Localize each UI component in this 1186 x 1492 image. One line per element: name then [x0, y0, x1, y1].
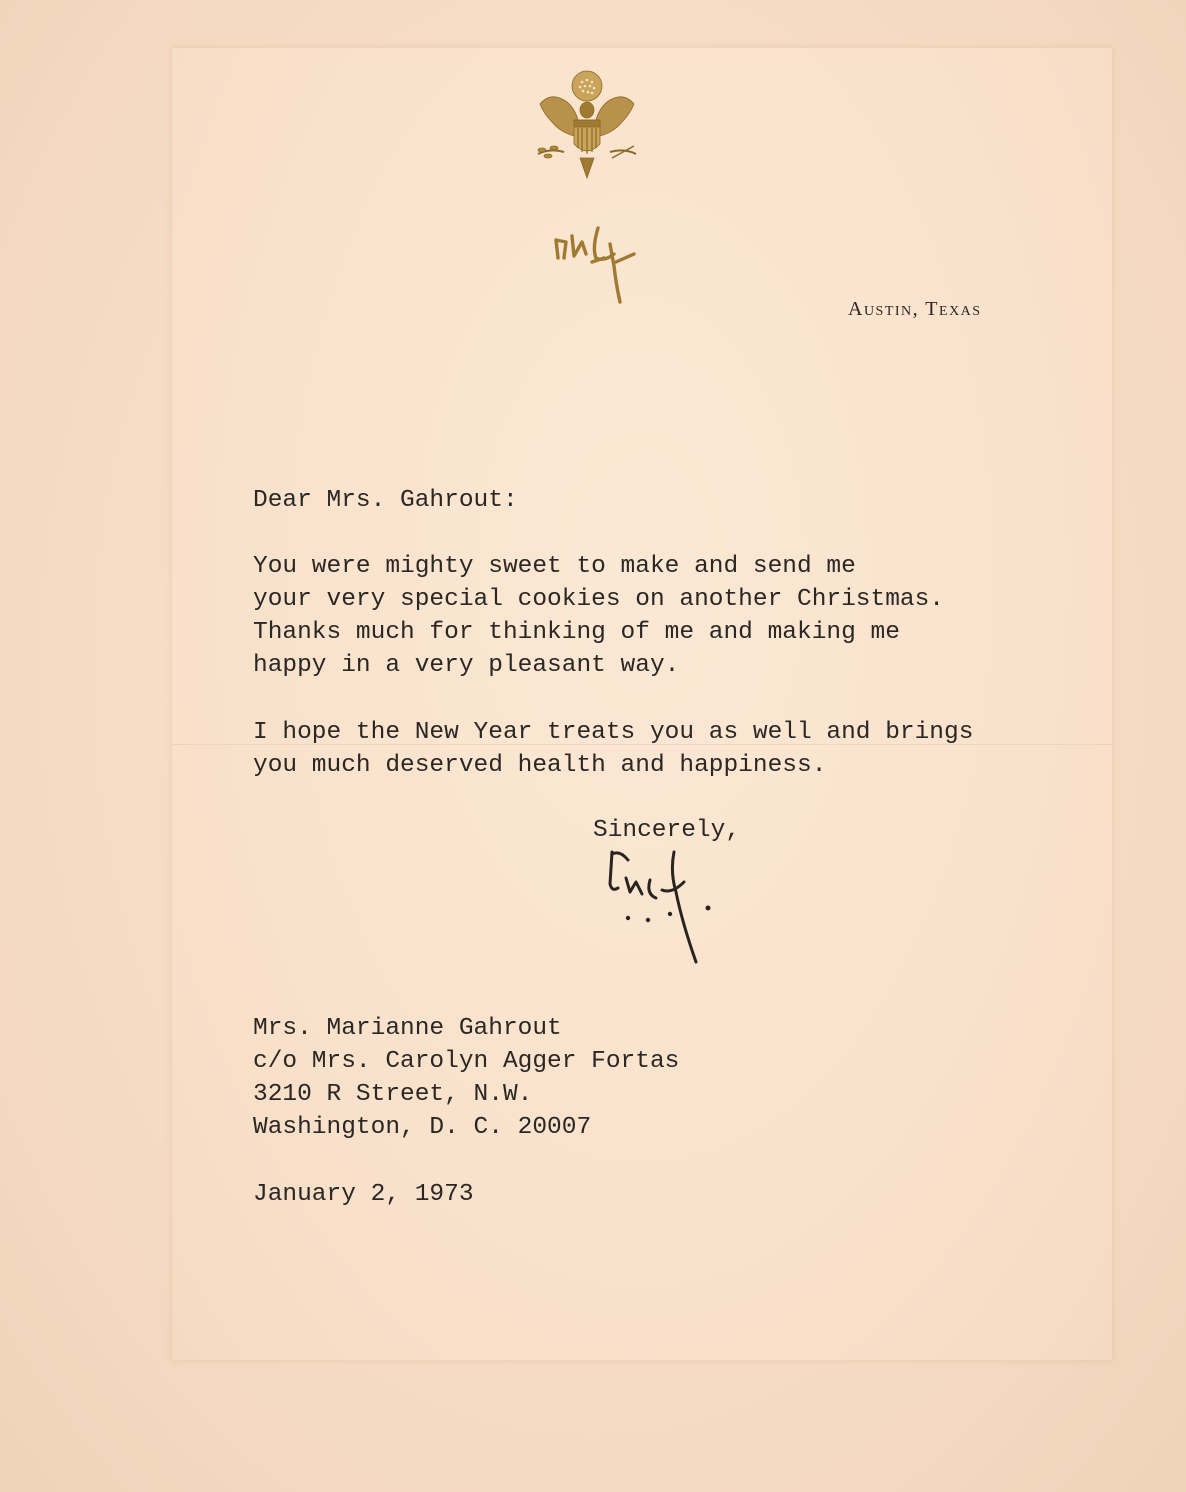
address-line: c/o Mrs. Carolyn Agger Fortas: [253, 1048, 680, 1075]
address-line: 3210 R Street, N.W.: [253, 1081, 533, 1108]
paragraph-line: happy in a very pleasant way.: [253, 652, 680, 679]
paragraph-1: [253, 550, 944, 682]
salutation: Dear Mrs. Gahrout:: [253, 487, 518, 514]
paragraph-2: [253, 716, 973, 782]
paragraph-line: I hope the New Year treats you as well and brings: [253, 719, 974, 746]
letterhead-place: Austin, Texas: [848, 298, 982, 320]
paragraph-line: your very special cookies on another Christmas.: [253, 586, 945, 613]
address-line: Mrs. Marianne Gahrout: [253, 1015, 562, 1042]
letter-date: January 2, 1973: [253, 1181, 474, 1208]
handwritten-signature-icon: [600, 842, 720, 970]
paragraph-line: Thanks much for thinking of me and making me: [253, 619, 900, 646]
paragraph-line: you much deserved health and happiness.: [253, 752, 827, 779]
closing: Sincerely,: [593, 817, 741, 844]
recipient-address: [253, 1012, 679, 1144]
lbj-monogram-icon: [552, 218, 644, 308]
eagle-seal-icon: [530, 66, 644, 188]
address-line: Washington, D. C. 20007: [253, 1114, 592, 1141]
paragraph-line: You were mighty sweet to make and send me: [253, 553, 856, 580]
